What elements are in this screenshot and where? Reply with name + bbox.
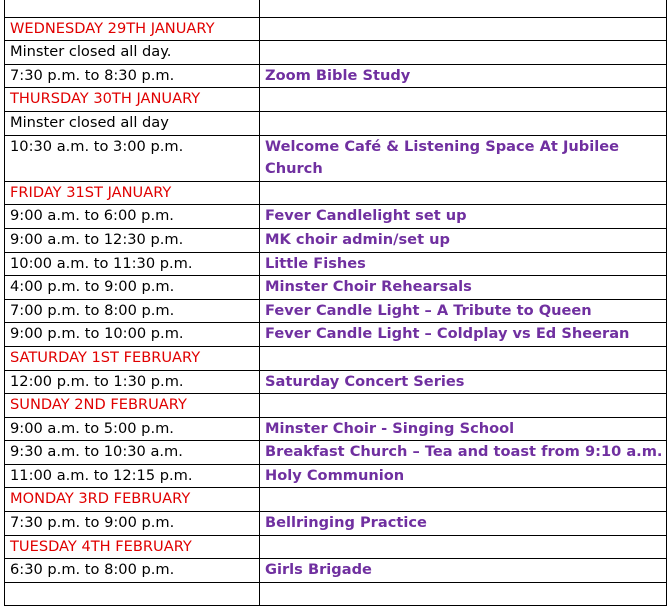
schedule-row [5, 228, 667, 252]
schedule-row [5, 512, 667, 536]
day-label: SUNDAY 2ND FEBRUARY [5, 394, 260, 418]
time-cell [5, 582, 260, 606]
event-cell: Minster Choir Rehearsals [260, 276, 667, 300]
event-cell: Saturday Concert Series [260, 370, 667, 394]
time-cell: 9:00 a.m. to 5:00 p.m. [5, 417, 260, 441]
day-header-row [5, 394, 667, 418]
event-cell [260, 346, 667, 370]
time-cell: 7:30 p.m. to 9:00 p.m. [5, 512, 260, 536]
event-cell: Girls Brigade [260, 559, 667, 583]
event-cell: MK choir admin/set up [260, 228, 667, 252]
time-cell: 9:00 a.m. to 6:00 p.m. [5, 205, 260, 229]
day-header-row [5, 488, 667, 512]
schedule-row [5, 299, 667, 323]
schedule-row [5, 464, 667, 488]
time-cell: 9:00 p.m. to 10:00 p.m. [5, 323, 260, 347]
schedule-row [5, 582, 667, 606]
event-cell: Holy Communion [260, 464, 667, 488]
time-cell: 9:30 a.m. to 10:30 a.m. [5, 441, 260, 465]
day-header-row [5, 181, 667, 205]
time-cell: 11:00 a.m. to 12:15 p.m. [5, 464, 260, 488]
schedule-row [5, 370, 667, 394]
day-label: TUESDAY 4TH FEBRUARY [5, 535, 260, 559]
event-cell [260, 582, 667, 606]
event-cell [260, 181, 667, 205]
schedule-row [5, 417, 667, 441]
time-cell: 12:00 p.m. to 1:30 p.m. [5, 370, 260, 394]
event-cell: Minster Choir - Singing School [260, 417, 667, 441]
event-cell [260, 488, 667, 512]
day-header-row [5, 535, 667, 559]
schedule-table [4, 0, 667, 606]
schedule-row [5, 441, 667, 465]
day-label: THURSDAY 30TH JANUARY [5, 88, 260, 112]
day-header-row [5, 0, 667, 17]
time-cell: 9:00 a.m. to 12:30 p.m. [5, 228, 260, 252]
schedule-row [5, 205, 667, 229]
day-header-row [5, 17, 667, 41]
event-cell: Zoom Bible Study [260, 64, 667, 88]
schedule-row [5, 559, 667, 583]
event-cell [260, 394, 667, 418]
day-label: FRIDAY 31ST JANUARY [5, 181, 260, 205]
schedule-row [5, 276, 667, 300]
time-cell: Minster closed all day [5, 111, 260, 135]
schedule-row [5, 64, 667, 88]
event-cell: Breakfast Church – Tea and toast from 9:10 a.m. [260, 441, 667, 465]
event-cell: Fever Candlelight set up [260, 205, 667, 229]
time-cell: 10:30 a.m. to 3:00 p.m. [5, 135, 260, 181]
day-header-row [5, 88, 667, 112]
day-label: MONDAY 3RD FEBRUARY [5, 488, 260, 512]
event-cell [260, 0, 667, 17]
day-header-row [5, 346, 667, 370]
schedule-row [5, 111, 667, 135]
schedule-row [5, 135, 667, 181]
event-cell: Little Fishes [260, 252, 667, 276]
time-cell: 7:30 p.m. to 8:30 p.m. [5, 64, 260, 88]
event-cell [260, 88, 667, 112]
schedule-row [5, 41, 667, 65]
day-label: WEDNESDAY 29TH JANUARY [5, 17, 260, 41]
time-cell: 7:00 p.m. to 8:00 p.m. [5, 299, 260, 323]
event-cell [260, 535, 667, 559]
time-cell: 6:30 p.m. to 8:00 p.m. [5, 559, 260, 583]
schedule-row [5, 252, 667, 276]
day-label: SATURDAY 1ST FEBRUARY [5, 346, 260, 370]
event-cell [260, 111, 667, 135]
schedule-row [5, 323, 667, 347]
event-cell: Fever Candle Light – Coldplay vs Ed Sheeran [260, 323, 667, 347]
time-cell: 4:00 p.m. to 9:00 p.m. [5, 276, 260, 300]
event-cell: Bellringing Practice [260, 512, 667, 536]
event-cell: Fever Candle Light – A Tribute to Queen [260, 299, 667, 323]
time-cell: Minster closed all day. [5, 41, 260, 65]
schedule-body [5, 0, 667, 606]
event-cell [260, 17, 667, 41]
event-cell: Welcome Café & Listening Space At Jubilee Church [260, 135, 667, 181]
event-cell [260, 41, 667, 65]
time-cell: 10:00 a.m. to 11:30 p.m. [5, 252, 260, 276]
day-label [5, 0, 260, 17]
